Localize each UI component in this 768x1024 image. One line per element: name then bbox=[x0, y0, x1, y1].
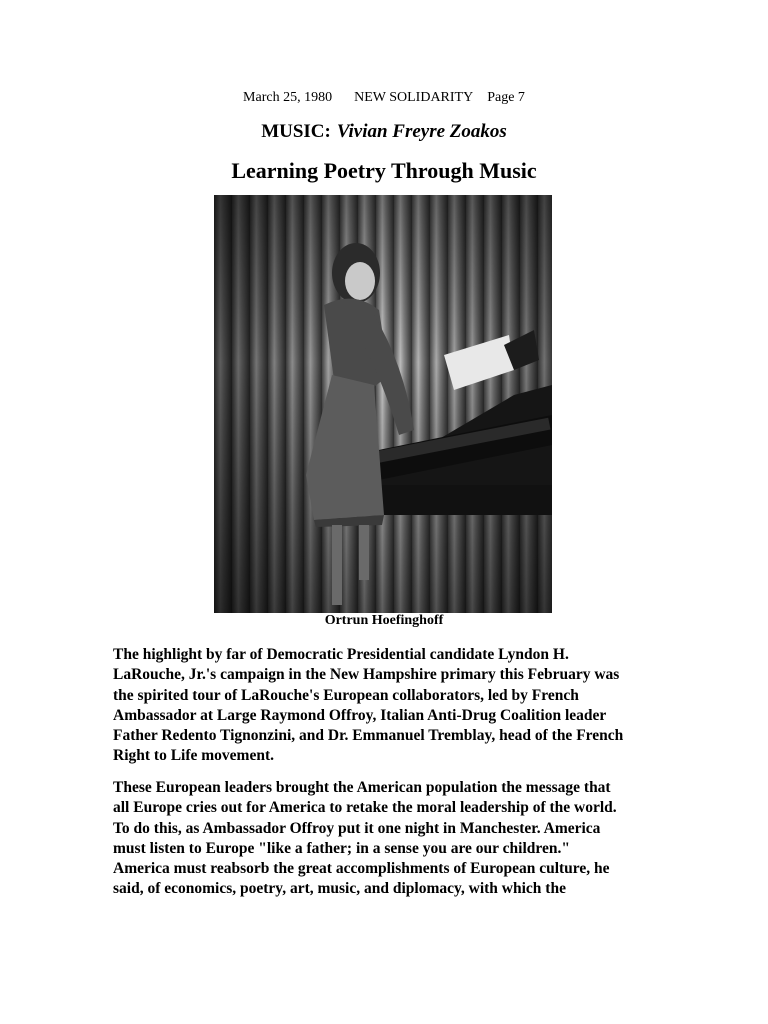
section-label: MUSIC: bbox=[261, 121, 331, 142]
paragraph-line: Father Redento Tignonzini, and Dr. Emmanuel Tremblay, head of the French bbox=[113, 727, 624, 745]
article-paragraph-2 bbox=[113, 778, 658, 900]
article-photo bbox=[214, 195, 552, 613]
paragraph-line: To do this, as Ambassador Offroy put it one night in Manchester. America bbox=[113, 819, 601, 837]
paragraph-line: America must reabsorb the great accomplishments of European culture, he bbox=[113, 860, 610, 878]
author-name: Vivian Freyre Zoakos bbox=[336, 121, 507, 142]
paragraph-line: These European leaders brought the American population the message that bbox=[113, 779, 611, 796]
publication-name: NEW SOLIDARITY bbox=[354, 90, 474, 105]
article-title: Learning Poetry Through Music bbox=[231, 158, 537, 183]
paragraph-line: LaRouche, Jr.'s campaign in the New Hampshire primary this February was bbox=[113, 666, 620, 684]
paragraph-line: said, of economics, poetry, art, music, and diplomacy, with which the bbox=[113, 880, 566, 898]
issue-date: March 25, 1980 bbox=[243, 90, 333, 105]
photo-caption: Ortrun Hoefinghoff bbox=[324, 613, 444, 628]
paragraph-line: all Europe cries out for America to retake the moral leadership of the world. bbox=[113, 799, 617, 817]
paragraph-line: The highlight by far of Democratic Presidential candidate Lyndon H. bbox=[113, 646, 569, 663]
page-number: Page 7 bbox=[487, 90, 525, 105]
paragraph-line: Right to Life movement. bbox=[113, 747, 274, 765]
page-header bbox=[0, 90, 768, 106]
paragraph-line: must listen to Europe "like a father; in a sense you are our children." bbox=[113, 839, 570, 857]
paragraph-line: the spirited tour of LaRouche's European collaborators, led by French bbox=[113, 686, 579, 704]
section-byline bbox=[0, 121, 768, 143]
article-paragraph-1 bbox=[113, 645, 658, 767]
paragraph-line: Ambassador at Large Raymond Offroy, Italian Anti-Drug Coalition leader bbox=[113, 706, 607, 724]
